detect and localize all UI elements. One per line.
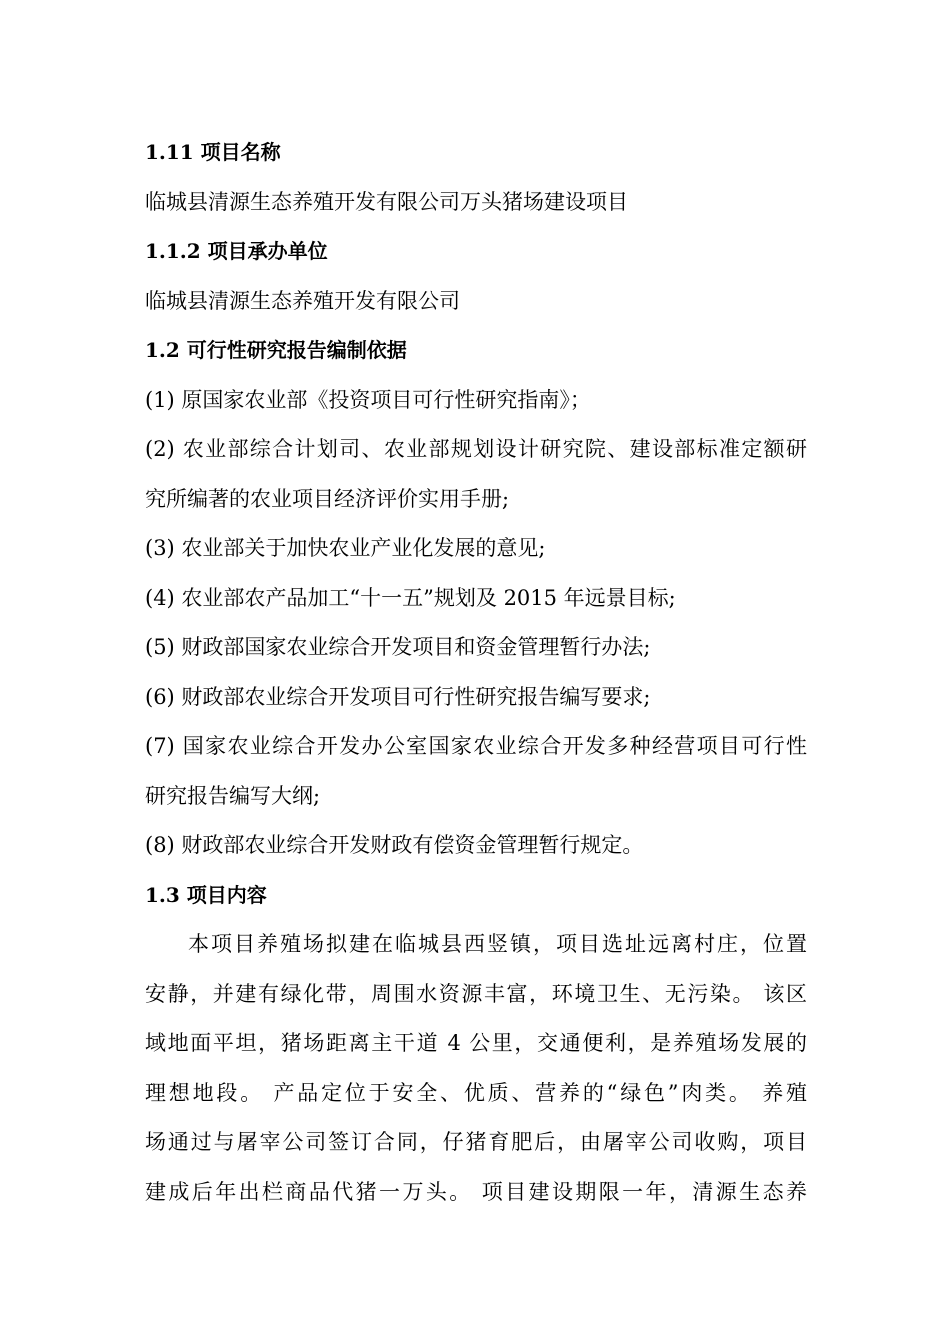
basis-item-8: (8) 财政部农业综合开发财政有偿资金管理暂行规定。 [145,833,644,857]
basis-item-6: (6) 财政部农业综合开发项目可行性研究报告编写要求; [145,684,651,709]
basis-item-4: (4) 农业部农产品加工“十一五”规划及 2015 年远景目标; [145,585,676,610]
content-paragraph-line-4: 理想地段。 产品定位于安全、优质、营养的“绿色”肉类。 养殖 [145,1080,807,1105]
basis-item-7-line-1: (7) 国家农业综合开发办公室国家农业综合开发多种经营项目可行性 [145,734,807,758]
basis-item-5: (5) 财政部国家农业综合开发项目和资金管理暂行办法; [145,635,651,659]
content-paragraph-line-3: 域地面平坦，猪场距离主干道 4 公里，交通便利，是养殖场发展的 [145,1031,807,1055]
section-heading-1-11: 1.11 项目名称 [145,140,281,164]
basis-item-2-line-1: (2) 农业部综合计划司、农业部规划设计研究院、建设部标准定额研 [145,437,807,461]
content-paragraph-line-6: 建成后年出栏商品代猪一万头。 项目建设期限一年，清源生态养 [145,1179,807,1204]
section-heading-1-2: 1.2 可行性研究报告编制依据 [145,338,407,362]
section-heading-1-3: 1.3 项目内容 [145,882,267,907]
content-paragraph-line-5: 场通过与屠宰公司签订合同，仔猪育肥后，由屠宰公司收购，项目 [145,1130,807,1154]
basis-item-3: (3) 农业部关于加快农业产业化发展的意见; [145,536,546,560]
project-name-text: 临城县清源生态养殖开发有限公司万头猪场建设项目 [145,189,628,214]
basis-item-1: (1) 原国家农业部《投资项目可行性研究指南》； [145,387,591,412]
basis-item-2-line-2: 究所编著的农业项目经济评价实用手册; [145,486,510,511]
content-paragraph-line-1: 本项目养殖场拟建在临城县西竖镇，项目选址远离村庄，位置 [188,932,807,956]
document-body [145,128,807,1217]
undertaker-text: 临城县清源生态养殖开发有限公司 [145,288,460,313]
basis-item-7-line-2: 研究报告编写大纲; [145,783,321,808]
section-heading-1-1-2: 1.1.2 项目承办单位 [145,239,328,263]
content-paragraph-line-2: 安静，并建有绿化带，周围水资源丰富，环境卫生、无污染。 该区 [145,981,807,1006]
